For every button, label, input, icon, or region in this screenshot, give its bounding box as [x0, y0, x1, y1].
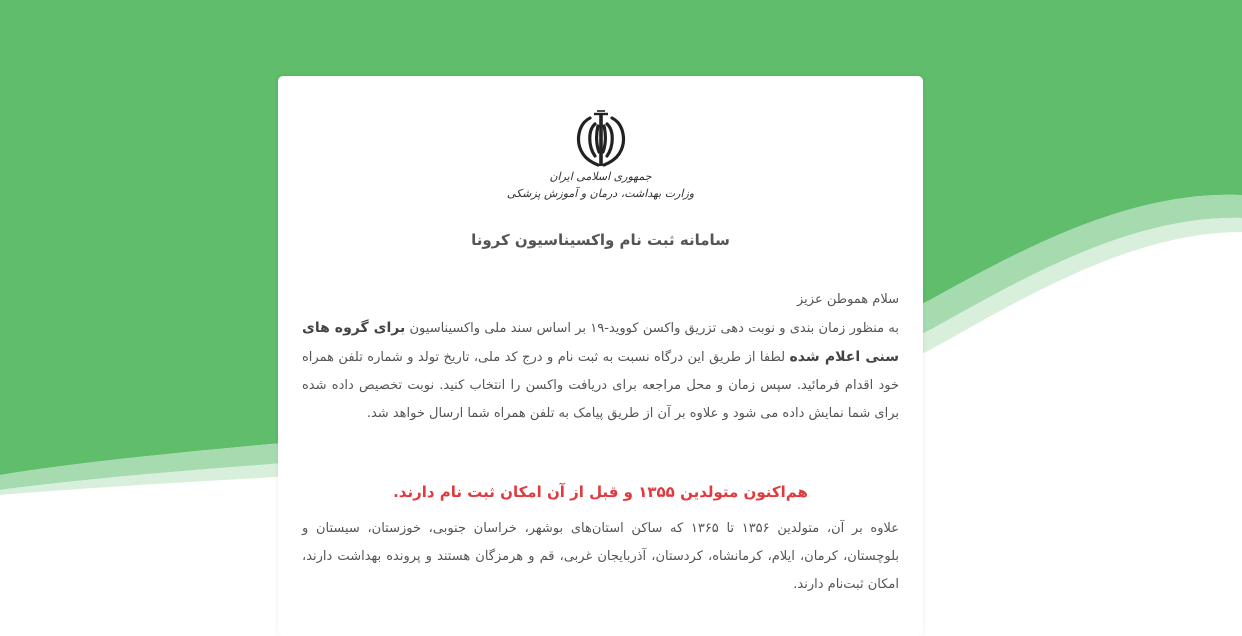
intro-text-bold: برای گروه های سنی اعلام شده [302, 320, 899, 365]
intro-paragraph [302, 314, 899, 428]
intro-text-part1: به منظور زمان بندی و نوبت دهی تزریق واکسن کووید-۱۹ بر اساس سند ملی واکسیناسیون [405, 321, 899, 336]
intro-section [302, 286, 899, 428]
eligibility-alert: هم‌اکنون متولدین ۱۳۵۵ و قبل از آن امکان ثبت نام دارند. [393, 483, 808, 501]
registration-card [278, 76, 923, 636]
emblem-text-republic: جمهوری اسلامی ایران [549, 170, 652, 183]
emblem-text-ministry: وزارت بهداشت، درمان و آموزش پزشکی [506, 187, 695, 200]
greeting-text: سلام هموطن عزیز [796, 292, 899, 307]
intro-text-part2: لطفا از طریق این درگاه نسبت به ثبت نام و درج کد ملی، تاریخ تولد و شماره تلفن همراه خود اقدام فرمائید. سپس زمان و محل مراجعه برای دریافت واکسن را انتخاب کنید. نوبت تخصیص داده شده برای شما نمایش داده می شود و علاوه بر آن از طریق پیامک به تلفن همراه شما ارسال خواهد شد. [302, 350, 899, 421]
page-title: سامانه ثبت نام واکسیناسیون کرونا [471, 231, 730, 249]
eligibility-info: علاوه بر آن، متولدین ۱۳۵۶ تا ۱۳۶۵ که ساکن استان‌های بوشهر، خراسان جنوبی، خوزستان، سیستان و بلوچستان، کرمان، ایلام، کرمانشاه، کردستان، آذربایجان غربی، قم و هرمزگان هستند و پرونده بهداشت دارند، امکان ثبت‌نام دارند. [302, 521, 899, 592]
iran-emblem-icon [573, 110, 629, 168]
ministry-logo [278, 110, 923, 200]
